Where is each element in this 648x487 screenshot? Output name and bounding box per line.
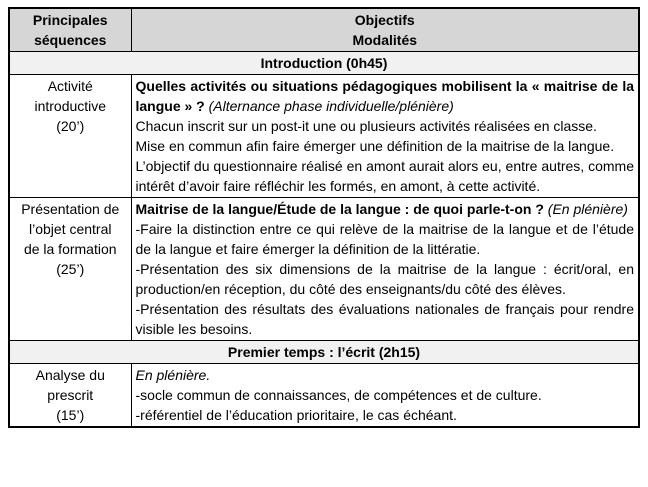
content-cell-analyse-du-prescrit bbox=[131, 364, 639, 428]
italic-modality-text: (En plénière) bbox=[547, 201, 628, 217]
section-band-introduction: Introduction (0h45) bbox=[9, 52, 639, 75]
paragraph: -référentiel de l’éducation prioritaire, le cas échéant. bbox=[135, 407, 457, 423]
sequence-cell-analyse-du-prescrit bbox=[9, 364, 131, 428]
header-line: séquences bbox=[34, 32, 107, 48]
section-band-premier-temps-row bbox=[9, 341, 639, 364]
paragraph: Chacun inscrit sur un post-it une ou plusieurs activités réalisées en classe. bbox=[135, 118, 597, 134]
paragraph: -socle commun de connaissances, de compétences et de culture. bbox=[135, 387, 542, 403]
sequence-line: Analyse du bbox=[35, 367, 105, 383]
paragraph: -Présentation des résultats des évaluations nationales de français pour rendre visible les besoins. bbox=[135, 301, 634, 337]
italic-modality-text: En plénière. bbox=[135, 367, 211, 383]
sequence-line: prescrit bbox=[47, 387, 94, 403]
table-row-presentation-objet-central bbox=[9, 198, 639, 341]
bold-question-text: Quelles activités ou situations pédagogiques mobilisent la « maitrise de la langue » ? bbox=[135, 78, 634, 114]
header-line: Objectifs bbox=[354, 12, 415, 28]
sequence-line: l’objet central bbox=[29, 221, 112, 237]
sequence-line: Présentation de bbox=[21, 201, 120, 217]
section-band-introduction-row bbox=[9, 52, 639, 75]
table-row-analyse-du-prescrit bbox=[9, 364, 639, 428]
paragraph: L’objectif du questionnaire réalisé en amont aurait alors eu, entre autres, comme intérêt d’avoir faire réfléchir les formés, en amont, à cette activité. bbox=[135, 158, 634, 194]
sequence-line: Activité bbox=[47, 78, 93, 94]
bold-question-text: Maitrise de la langue/Étude de la langue : de quoi parle-t-on ? bbox=[135, 201, 548, 217]
header-cell-principales-sequences bbox=[9, 8, 131, 52]
paragraph: -Présentation des six dimensions de la maitrise de la langue : écrit/oral, en production/en réception, du côté des enseignants/du côté des élèves. bbox=[135, 261, 634, 297]
content-cell-presentation-objet-central bbox=[131, 198, 639, 341]
paragraph: Mise en commun afin faire émerger une définition de la maitrise de la langue. bbox=[135, 138, 615, 154]
sequence-line: (25’) bbox=[56, 261, 85, 277]
paragraph-title bbox=[136, 365, 635, 385]
header-line: Modalités bbox=[352, 32, 418, 48]
sequence-line: introductive bbox=[34, 98, 107, 114]
paragraph-title bbox=[136, 199, 635, 219]
sequence-line: de la formation bbox=[23, 241, 117, 257]
sequence-cell-activite-introductive bbox=[9, 75, 131, 198]
sequence-line: (20’) bbox=[56, 118, 85, 134]
content-cell-activite-introductive bbox=[131, 75, 639, 198]
table-row-activite-introductive bbox=[9, 75, 639, 198]
sequence-cell-presentation-objet-central bbox=[9, 198, 131, 341]
header-cell-objectifs-modalites bbox=[131, 8, 639, 52]
table-header-row bbox=[9, 8, 639, 52]
italic-modality-text: (Alternance phase individuelle/plénière) bbox=[208, 98, 454, 114]
section-band-premier-temps: Premier temps : l’écrit (2h15) bbox=[9, 341, 639, 364]
paragraph: -Faire la distinction entre ce qui relève de la maitrise de la langue et de l’étude de la langue et faire émerger la définition de la littératie. bbox=[135, 221, 634, 257]
header-line: Principales bbox=[32, 12, 108, 28]
sequence-line: (15’) bbox=[56, 407, 85, 423]
paragraph-title bbox=[136, 76, 635, 116]
training-schedule-table bbox=[8, 7, 640, 428]
